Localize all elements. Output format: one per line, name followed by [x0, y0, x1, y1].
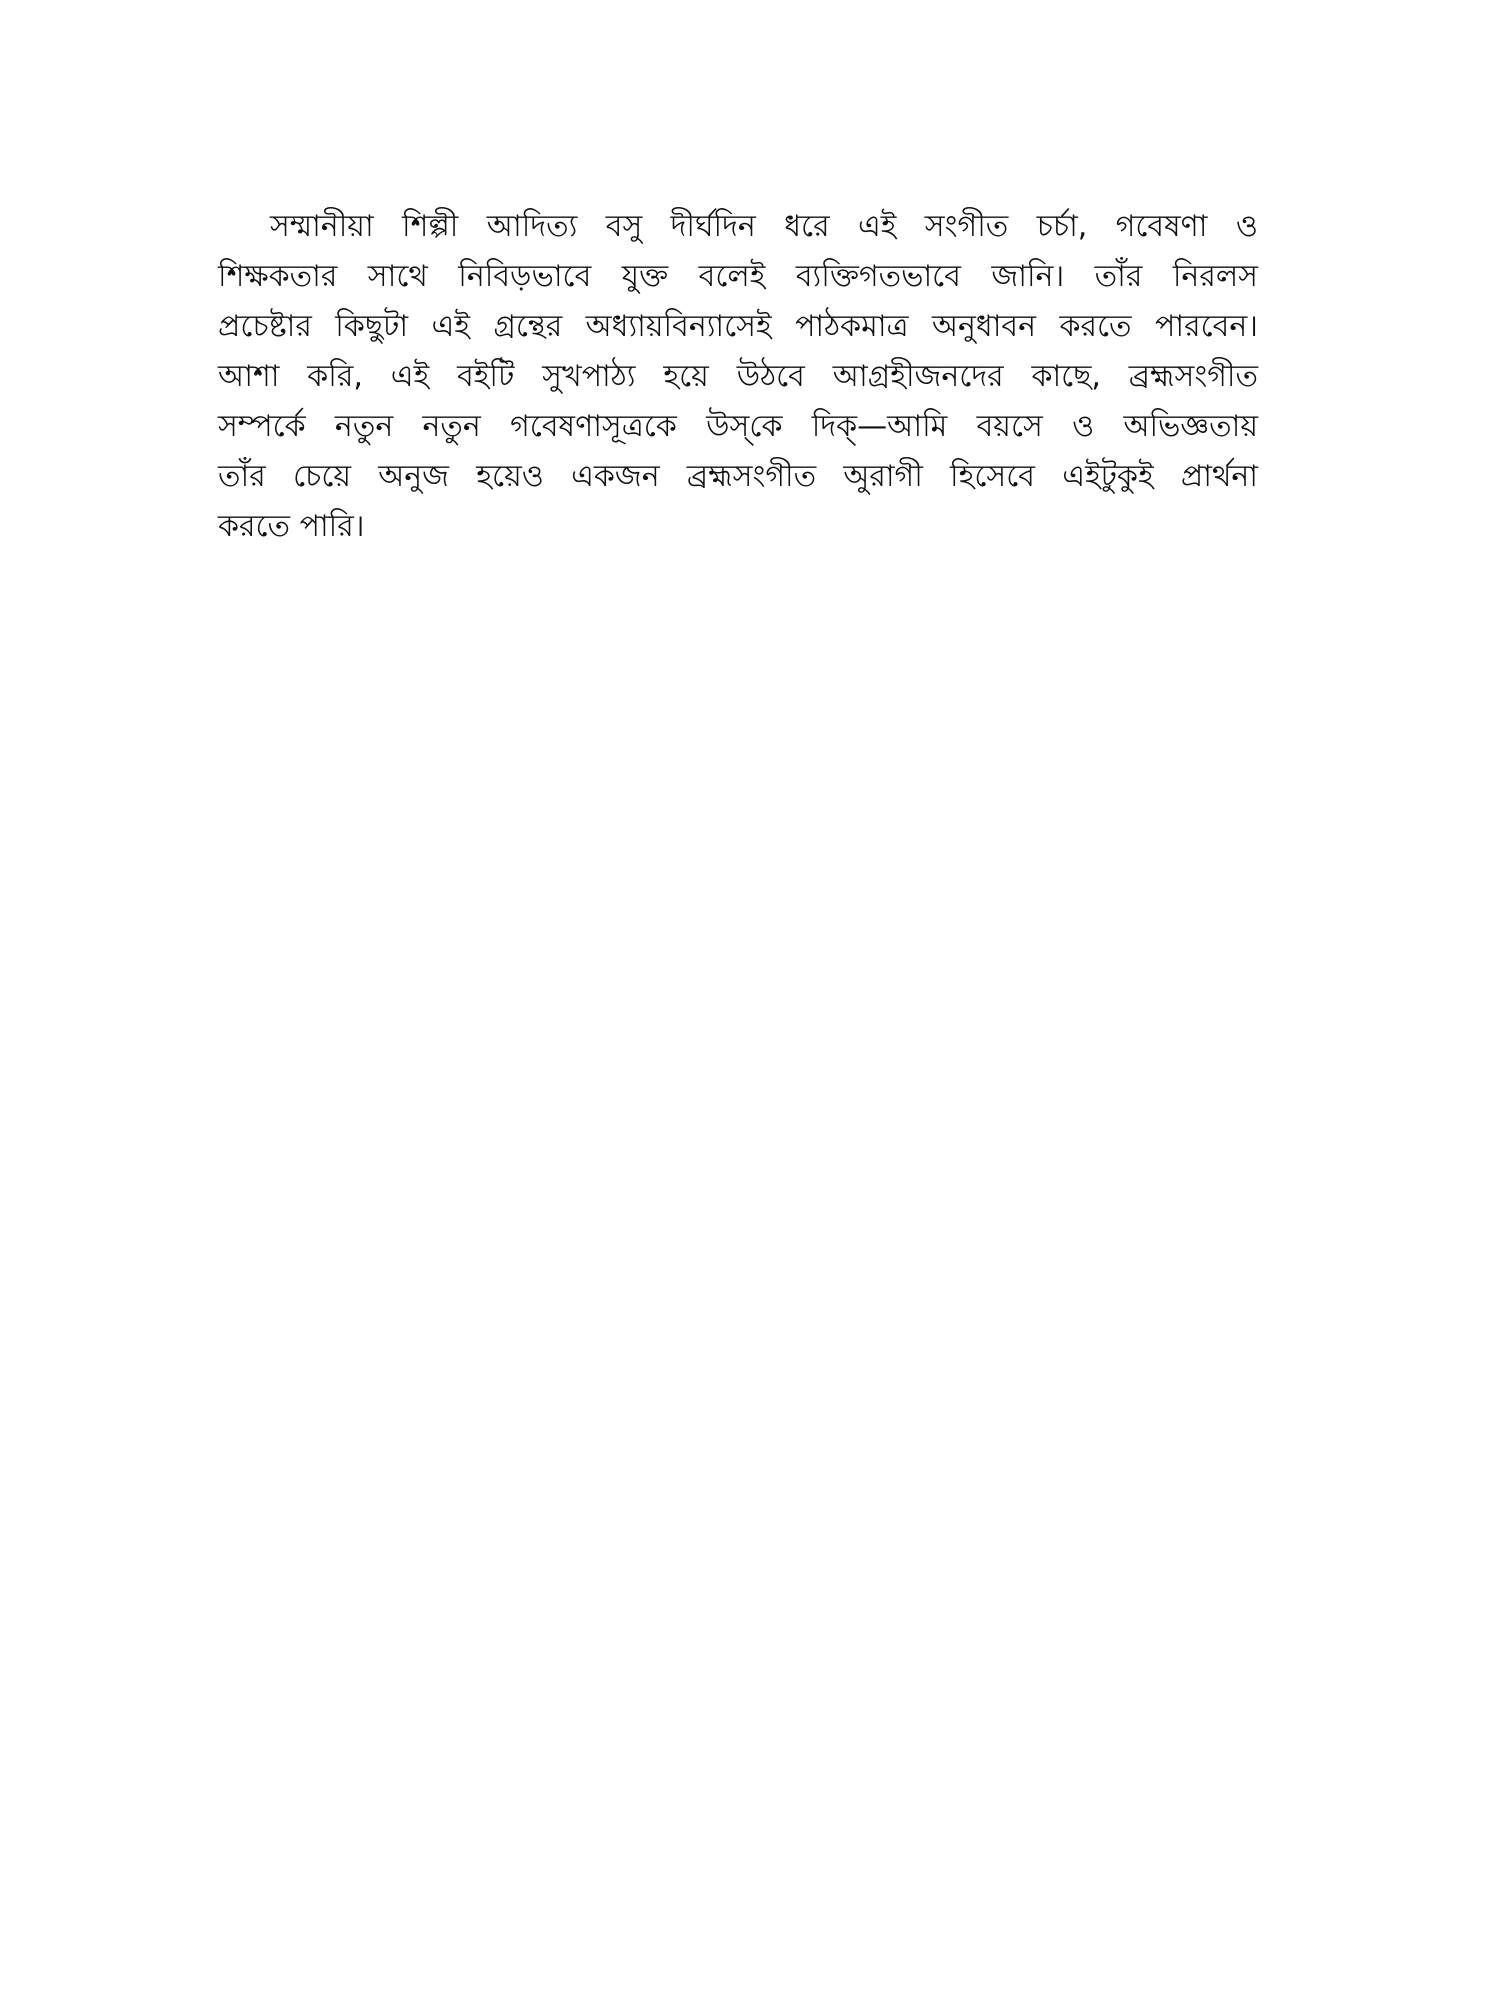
- paragraph-line: সম্মানীয়া শিল্পী আদিত্য বসু দীর্ঘদিন ধরে এই সংগীত চর্চা, গবেষণা ও: [270, 209, 1258, 244]
- paragraph-line: তাঁর চেয়ে অনুজ হয়েও একজন ব্রহ্মসংগীত অুরাগী হিসেবে এইটুকুই প্রার্থনা: [218, 459, 1258, 494]
- paragraph-line: সম্পর্কে নতুন নতুন গবেষণাসূত্রকে উস্‌কে দিক্‌—আমি বয়সে ও অভিজ্ঞতায়: [218, 409, 1258, 444]
- paragraph-line: করতে পারি।: [218, 509, 365, 544]
- body-paragraph: [218, 202, 1258, 552]
- paragraph-line: শিক্ষকতার সাথে নিবিড়ভাবে যুক্ত বলেই ব্যক্তিগতভাবে জানি। তাঁর নিরলস: [218, 259, 1258, 294]
- paragraph-line: আশা করি, এই বইটি সুখপাঠ্য হয়ে উঠবে আগ্রহীজনদের কাছে, ব্রহ্মসংগীত: [218, 359, 1258, 394]
- paragraph-line: প্রচেষ্টার কিছুটা এই গ্রন্থের অধ্যায়বিন্যাসেই পাঠকমাত্র অনুধাবন করতে পারবেন।: [218, 309, 1258, 344]
